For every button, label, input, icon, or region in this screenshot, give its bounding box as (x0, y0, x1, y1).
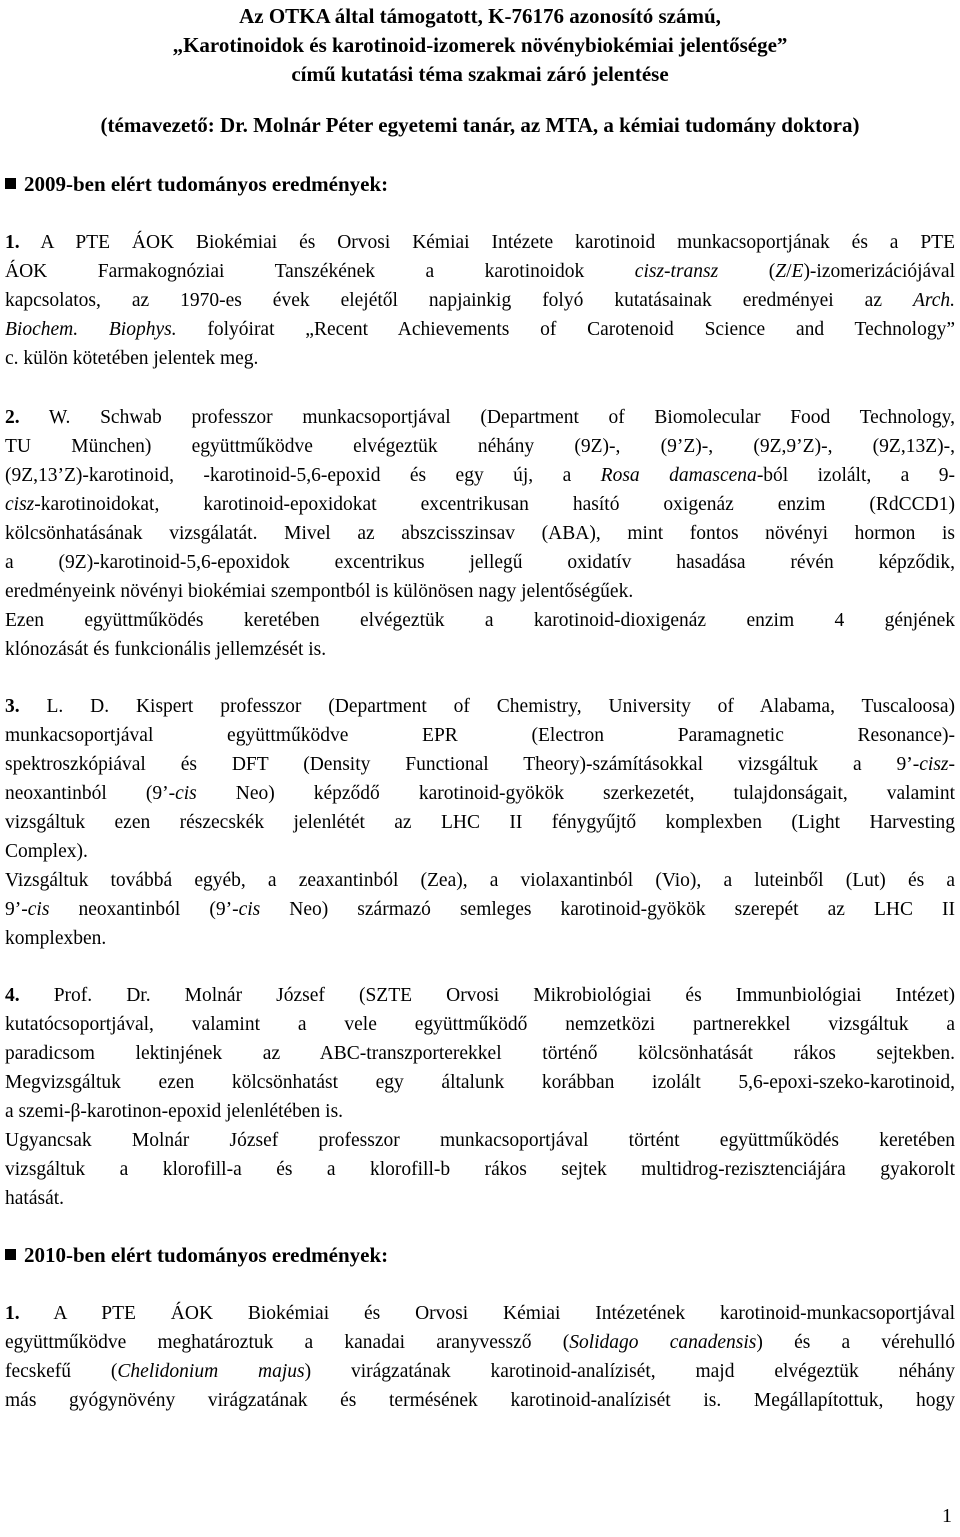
text-span: kapcsolatos, az 1970-es évek elejétől napjainkig folyó kutatásainak eredményei az (5, 290, 913, 311)
item-number: 1. (5, 232, 20, 253)
italic-text: cis (27, 899, 50, 920)
title-line-1: Az OTKA által támogatott, K-76176 azonosító számú, (239, 4, 721, 28)
page-number: 1 (942, 1505, 952, 1527)
text-span: neoxantinból (9’- (49, 899, 239, 920)
paragraph-2010-1 (5, 1299, 955, 1415)
square-bullet-icon (5, 178, 16, 189)
text-span: -karotinoidokat, karotinoid-epoxidokat excentrikusan hasító oxigenáz enzim (RdCCD1) (34, 494, 955, 515)
italic-text: cis (238, 899, 261, 920)
text-line: más gyógynövény virágzatának és termésének karotinoid-analízisét is. Megállapítottuk, hogy (5, 1390, 955, 1411)
text-span: spektroszkópiával és DFT (Density Functional Theory)-számításokkal vizsgáltuk a 9’- (5, 754, 920, 775)
text-line: Ugyancsak Molnár József professzor munkacsoportjával történt együttműködés keretében (5, 1130, 955, 1151)
text-span: 9’- (5, 899, 28, 920)
paragraph-2009-1 (5, 228, 955, 373)
report-title (0, 2, 960, 89)
text-span: neoxantinból (9’- (5, 783, 176, 804)
paragraph-2009-3 (5, 692, 955, 953)
italic-text: Chelidonium majus (117, 1361, 305, 1382)
text-line: kölcsönhatásának vizsgálatát. Mivel az abszcisszinsav (ABA), mint fontos növényi hormon is (5, 523, 955, 544)
text-line: A PTE ÁOK Biokémiai és Orvosi Kémiai Intézete karotinoid munkacsoportjának és a PTE (19, 232, 955, 253)
item-number: 4. (5, 985, 20, 1006)
text-line: A PTE ÁOK Biokémiai és Orvosi Kémiai Intézetének karotinoid-munkacsoportjával (19, 1303, 955, 1324)
text-span: együttműködve meghatároztuk a kanadai aranyvessző ( (5, 1332, 570, 1353)
italic-text: cisz-transz (634, 261, 719, 282)
text-line: eredményeink növényi biokémiai szempontból is különösen nagy jelentőségűek. (5, 581, 634, 602)
text-line: TU München) együttműködve elvégeztük néhány (9Z)-, (9’Z)-, (9Z,9’Z)-, (9Z,13Z)-, (5, 436, 955, 457)
text-line: paradicsom lektinjének az ABC-transzporterekkel történő kölcsönhatását rákos sejtekben. (5, 1043, 955, 1064)
text-line: Megvizsgáltuk ezen kölcsönhatást egy általunk korábban izolált 5,6-epoxi-szeko-karotinoid, (5, 1072, 955, 1093)
text-span: )-izomerizációjával (803, 261, 956, 282)
text-span: Neo) származó semleges karotinoid-gyökök szerepét az LHC II (260, 899, 955, 920)
text-line: a (9Z)-karotinoid-5,6-epoxidok excentrikus jellegű oxidatív hasadása révén képződik, (5, 552, 955, 573)
text-line: a szemi-β-karotinon-epoxid jelenlétében is. (5, 1101, 344, 1122)
italic-text: E (791, 261, 804, 282)
section-heading-2010 (5, 1243, 388, 1268)
paragraph-2009-2 (5, 403, 955, 664)
text-span: - (948, 754, 955, 775)
project-leader: (témavezető: Dr. Molnár Péter egyetemi tanár, az MTA, a kémiai tudomány doktora) (100, 113, 860, 137)
italic-text: Biochem. Biophys. (5, 319, 177, 340)
square-bullet-icon (5, 1249, 16, 1260)
italic-text: cis (175, 783, 197, 804)
text-line: komplexben. (5, 928, 107, 949)
text-line: klónozását és funkcionális jellemzését is. (5, 639, 327, 660)
text-line: Complex). (5, 841, 88, 862)
text-line: W. Schwab professzor munkacsoportjával (Department of Biomolecular Food Technology, (19, 407, 955, 428)
text-line: hatását. (5, 1188, 65, 1209)
item-number: 3. (5, 696, 20, 717)
text-span: fecskefű ( (5, 1361, 118, 1382)
text-span: folyóirat „Recent Achievements of Carotenoid Science and Technology” (176, 319, 955, 340)
text-line: kutatócsoportjával, valamint a vele együttműködő nemzetközi partnerekkel vizsgáltuk a (5, 1014, 955, 1035)
italic-text: cisz (5, 494, 35, 515)
text-span: Neo) képződő karotinoid-gyökök szerkezetét, tulajdonságait, valamint (196, 783, 955, 804)
text-span: -ból izolált, a 9- (756, 465, 955, 486)
text-span: ÁOK Farmakognóziai Tanszékének a karotinoidok (5, 261, 635, 282)
text-line: c. külön kötetében jelentek meg. (5, 348, 259, 369)
text-span: ) virágzatának karotinoid-analízisét, majd elvégeztük néhány (304, 1361, 955, 1382)
text-line: Vizsgáltuk továbbá egyéb, a zeaxantinból (Zea), a violaxantinból (Vio), a luteinből (Lut) és a (5, 870, 955, 891)
text-span: ( (718, 261, 776, 282)
text-line: Prof. Dr. Molnár József (SZTE Orvosi Mikrobiológiai és Immunbiológiai Intézet) (19, 985, 955, 1006)
title-line-2: „Karotinoidok és karotinoid-izomerek növénybiokémiai jelentősége” (172, 33, 788, 57)
section-heading-2009 (5, 172, 388, 197)
text-line: Ezen együttműködés keretében elvégeztük a karotinoid-dioxigenáz enzim 4 génjének (5, 610, 955, 631)
text-span: (9Z,13’Z)-karotinoid, -karotinoid-5,6-epoxid és egy új, a (5, 465, 601, 486)
italic-text: Solidago canadensis (569, 1332, 757, 1353)
italic-text: Rosa damascena (600, 465, 757, 486)
item-number: 1. (5, 1303, 20, 1324)
italic-text: cisz (919, 754, 949, 775)
text-line: munkacsoportjával együttműködve EPR (Electron Paramagnetic Resonance)- (5, 725, 955, 746)
text-line: vizsgáltuk a klorofill-a és a klorofill-b rákos sejtek multidrog-rezisztenciájára gyakorolt (5, 1159, 955, 1180)
text-line: vizsgáltuk ezen részecskék jelenlétét az LHC II fénygyűjtő komplexben (Light Harvesting (5, 812, 955, 833)
italic-text: Arch. (912, 290, 955, 311)
section-heading-text: 2009-ben elért tudományos eredmények: (24, 172, 389, 196)
section-heading-text: 2010-ben elért tudományos eredmények: (24, 1243, 389, 1267)
text-span: / (786, 261, 792, 282)
text-line: L. D. Kispert professzor (Department of Chemistry, University of Alabama, Tuscaloosa) (19, 696, 955, 717)
item-number: 2. (5, 407, 20, 428)
paragraph-2009-4 (5, 981, 955, 1213)
italic-text: Z (775, 261, 787, 282)
title-line-3: című kutatási téma szakmai záró jelentése (291, 62, 669, 86)
text-span: ) és a vérehulló (756, 1332, 955, 1353)
